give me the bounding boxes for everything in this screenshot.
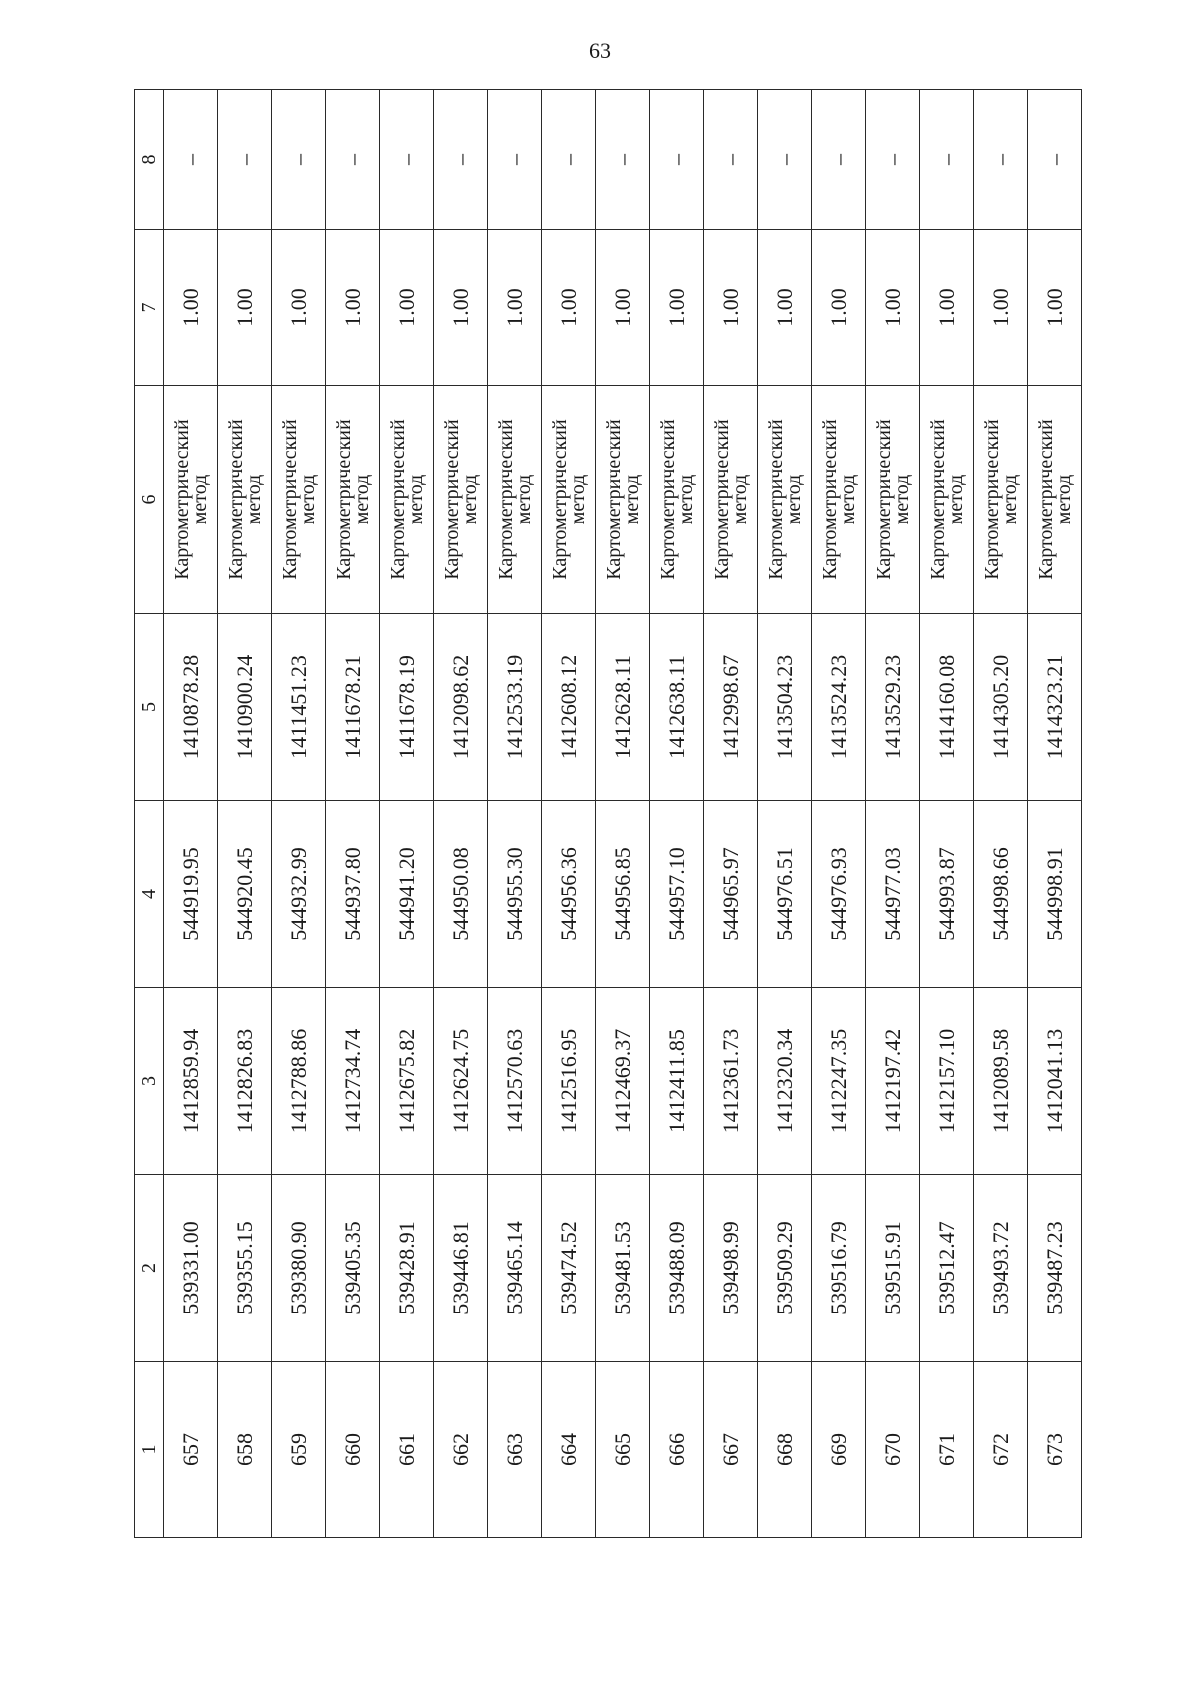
table-cell: 1412516.95 — [542, 988, 596, 1175]
table-cell: 1412624.75 — [434, 988, 488, 1175]
table-cell: 1.00 — [974, 230, 1028, 386]
table-row — [866, 90, 920, 1538]
method-cell — [596, 386, 650, 614]
table-cell: 539380.90 — [272, 1175, 326, 1362]
method-text: Картометрический — [602, 419, 625, 580]
method-cell — [380, 386, 434, 614]
table-cell: 1412320.34 — [758, 988, 812, 1175]
column-header: 8 — [135, 90, 164, 230]
method-cell — [650, 386, 704, 614]
table-cell: 1.00 — [326, 230, 380, 386]
table-cell: 1412628.11 — [596, 614, 650, 801]
table-cell: – — [704, 90, 758, 230]
table-cell: 544998.66 — [974, 801, 1028, 988]
table-cell: 663 — [488, 1362, 542, 1538]
table-cell: 544976.93 — [812, 801, 866, 988]
table-cell: 544957.10 — [650, 801, 704, 988]
table-cell: 544955.30 — [488, 801, 542, 988]
table-row — [596, 90, 650, 1538]
method-text: метод — [782, 474, 805, 525]
method-text: Картометрический — [980, 419, 1003, 580]
table-cell: 539331.00 — [164, 1175, 218, 1362]
table-cell: 1.00 — [596, 230, 650, 386]
table-cell: 539481.53 — [596, 1175, 650, 1362]
method-text: метод — [350, 474, 373, 525]
table-cell: 544937.80 — [326, 801, 380, 988]
table-body — [164, 90, 1082, 1538]
column-header: 6 — [135, 386, 164, 614]
method-text: Картометрический — [548, 419, 571, 580]
method-text: Картометрический — [494, 419, 517, 580]
method-text: Картометрический — [926, 419, 949, 580]
table-cell: 1.00 — [272, 230, 326, 386]
table-row — [1028, 90, 1082, 1538]
column-header: 7 — [135, 230, 164, 386]
method-text: метод — [728, 474, 751, 525]
table-cell: 544950.08 — [434, 801, 488, 988]
table-cell: 539493.72 — [974, 1175, 1028, 1362]
table-cell: 1.00 — [812, 230, 866, 386]
column-header: 3 — [135, 988, 164, 1175]
method-text: Картометрический — [872, 419, 895, 580]
table-cell: 1412734.74 — [326, 988, 380, 1175]
table-cell: – — [488, 90, 542, 230]
method-text: метод — [674, 474, 697, 525]
table-cell: 1.00 — [650, 230, 704, 386]
table-cell: – — [650, 90, 704, 230]
method-cell — [1028, 386, 1082, 614]
table-cell: 544993.87 — [920, 801, 974, 988]
method-text: Картометрический — [440, 419, 463, 580]
method-text: Картометрический — [170, 419, 193, 580]
method-cell — [974, 386, 1028, 614]
column-header: 5 — [135, 614, 164, 801]
method-cell — [866, 386, 920, 614]
table-cell: 1411451.23 — [272, 614, 326, 801]
table-cell: 1412638.11 — [650, 614, 704, 801]
table-cell: 666 — [650, 1362, 704, 1538]
table-cell: 658 — [218, 1362, 272, 1538]
table-cell: 1414305.20 — [974, 614, 1028, 801]
table-row — [164, 90, 218, 1538]
table-cell: 1412247.35 — [812, 988, 866, 1175]
table-cell: 657 — [164, 1362, 218, 1538]
method-text: Картометрический — [386, 419, 409, 580]
table-cell: 1.00 — [866, 230, 920, 386]
table-cell: 660 — [326, 1362, 380, 1538]
table-cell: 544920.45 — [218, 801, 272, 988]
method-text: метод — [836, 474, 859, 525]
method-cell — [272, 386, 326, 614]
table-row — [704, 90, 758, 1538]
table-row — [218, 90, 272, 1538]
table-cell: 1412826.83 — [218, 988, 272, 1175]
table-cell: 659 — [272, 1362, 326, 1538]
table-cell: 1412089.58 — [974, 988, 1028, 1175]
coordinates-table-container — [134, 90, 1075, 1538]
table-cell: – — [326, 90, 380, 230]
table-cell: 1412361.73 — [704, 988, 758, 1175]
table-row — [812, 90, 866, 1538]
table-cell: – — [272, 90, 326, 230]
method-text: метод — [296, 474, 319, 525]
table-cell: 1414323.21 — [1028, 614, 1082, 801]
table-cell: 539474.52 — [542, 1175, 596, 1362]
table-cell: 668 — [758, 1362, 812, 1538]
table-cell: 1412675.82 — [380, 988, 434, 1175]
table-cell: 670 — [866, 1362, 920, 1538]
table-cell: 539509.29 — [758, 1175, 812, 1362]
table-cell: – — [1028, 90, 1082, 230]
table-cell: 544965.97 — [704, 801, 758, 988]
table-cell: 665 — [596, 1362, 650, 1538]
method-cell — [326, 386, 380, 614]
table-cell: 539355.15 — [218, 1175, 272, 1362]
table-row — [758, 90, 812, 1538]
table-cell: 539512.47 — [920, 1175, 974, 1362]
method-text: Картометрический — [1034, 419, 1057, 580]
table-cell: 539405.35 — [326, 1175, 380, 1362]
table-cell: 544919.95 — [164, 801, 218, 988]
table-cell: – — [866, 90, 920, 230]
table-row — [434, 90, 488, 1538]
method-cell — [488, 386, 542, 614]
table-cell: 1.00 — [758, 230, 812, 386]
table-row — [272, 90, 326, 1538]
table-cell: – — [596, 90, 650, 230]
table-cell: – — [758, 90, 812, 230]
table-cell: 1412998.67 — [704, 614, 758, 801]
method-text: метод — [890, 474, 913, 525]
column-header: 1 — [135, 1362, 164, 1538]
table-cell: 672 — [974, 1362, 1028, 1538]
table-cell: 1412041.13 — [1028, 988, 1082, 1175]
table-cell: 1412608.12 — [542, 614, 596, 801]
table-cell: 1414160.08 — [920, 614, 974, 801]
table-cell: 539498.99 — [704, 1175, 758, 1362]
method-text: метод — [1052, 474, 1075, 525]
table-cell: 1.00 — [704, 230, 758, 386]
table-cell: 1.00 — [1028, 230, 1082, 386]
table-row — [920, 90, 974, 1538]
table-cell: 544998.91 — [1028, 801, 1082, 988]
table-cell: 669 — [812, 1362, 866, 1538]
table-cell: 1.00 — [380, 230, 434, 386]
table-cell: 1.00 — [218, 230, 272, 386]
table-cell: 1412197.42 — [866, 988, 920, 1175]
table-row — [488, 90, 542, 1538]
table-cell: 1411678.21 — [326, 614, 380, 801]
method-text: Картометрический — [332, 419, 355, 580]
method-cell — [434, 386, 488, 614]
table-cell: 1412788.86 — [272, 988, 326, 1175]
table-cell: 544956.36 — [542, 801, 596, 988]
method-text: Картометрический — [764, 419, 787, 580]
table-cell: 1.00 — [164, 230, 218, 386]
table-cell: – — [542, 90, 596, 230]
table-cell: – — [164, 90, 218, 230]
method-text: метод — [998, 474, 1021, 525]
method-text: метод — [458, 474, 481, 525]
method-cell — [542, 386, 596, 614]
table-cell: 539428.91 — [380, 1175, 434, 1362]
method-cell — [704, 386, 758, 614]
method-text: Картометрический — [278, 419, 301, 580]
table-cell: 539516.79 — [812, 1175, 866, 1362]
table-cell: – — [434, 90, 488, 230]
table-cell: 1411678.19 — [380, 614, 434, 801]
column-header: 2 — [135, 1175, 164, 1362]
method-text: метод — [512, 474, 535, 525]
table-cell: 539446.81 — [434, 1175, 488, 1362]
method-text: метод — [188, 474, 211, 525]
table-cell: 1412859.94 — [164, 988, 218, 1175]
method-cell — [812, 386, 866, 614]
table-cell: 1412469.37 — [596, 988, 650, 1175]
table-cell: 671 — [920, 1362, 974, 1538]
table-cell: 544932.99 — [272, 801, 326, 988]
method-text: метод — [242, 474, 265, 525]
page-number: 63 — [589, 38, 611, 63]
method-text: Картометрический — [656, 419, 679, 580]
table-cell: 539487.23 — [1028, 1175, 1082, 1362]
table-cell: 673 — [1028, 1362, 1082, 1538]
table-cell: 1412098.62 — [434, 614, 488, 801]
method-cell — [920, 386, 974, 614]
method-text: метод — [944, 474, 967, 525]
method-text: метод — [620, 474, 643, 525]
table-cell: 544941.20 — [380, 801, 434, 988]
table-row — [380, 90, 434, 1538]
table-cell: 1410900.24 — [218, 614, 272, 801]
table-cell: 544956.85 — [596, 801, 650, 988]
method-cell — [758, 386, 812, 614]
table-cell: – — [380, 90, 434, 230]
table-cell: 662 — [434, 1362, 488, 1538]
table-row — [974, 90, 1028, 1538]
coordinates-table — [134, 89, 1082, 1538]
table-cell: 1.00 — [434, 230, 488, 386]
table-cell: 661 — [380, 1362, 434, 1538]
table-cell: 539488.09 — [650, 1175, 704, 1362]
method-text: Картометрический — [710, 419, 733, 580]
table-cell: 1410878.28 — [164, 614, 218, 801]
column-header-row — [135, 90, 164, 1538]
method-cell — [218, 386, 272, 614]
method-text: метод — [566, 474, 589, 525]
table-cell: 1412570.63 — [488, 988, 542, 1175]
table-cell: 667 — [704, 1362, 758, 1538]
table-cell: 539465.14 — [488, 1175, 542, 1362]
table-cell: 1.00 — [542, 230, 596, 386]
method-text: Картометрический — [224, 419, 247, 580]
table-cell: – — [812, 90, 866, 230]
table-cell: 544976.51 — [758, 801, 812, 988]
table-cell: 1412157.10 — [920, 988, 974, 1175]
table-cell: 539515.91 — [866, 1175, 920, 1362]
table-cell: 1412533.19 — [488, 614, 542, 801]
table-cell: – — [218, 90, 272, 230]
method-cell — [164, 386, 218, 614]
table-cell: 1413524.23 — [812, 614, 866, 801]
table-cell: 1413504.23 — [758, 614, 812, 801]
table-row — [650, 90, 704, 1538]
table-cell: 544977.03 — [866, 801, 920, 988]
table-cell: – — [920, 90, 974, 230]
method-text: Картометрический — [818, 419, 841, 580]
column-header: 4 — [135, 801, 164, 988]
table-cell: – — [974, 90, 1028, 230]
table-cell: 1.00 — [488, 230, 542, 386]
table-row — [542, 90, 596, 1538]
method-text: метод — [404, 474, 427, 525]
table-cell: 1412411.85 — [650, 988, 704, 1175]
table-cell: 1.00 — [920, 230, 974, 386]
table-row — [326, 90, 380, 1538]
table-cell: 664 — [542, 1362, 596, 1538]
table-cell: 1413529.23 — [866, 614, 920, 801]
